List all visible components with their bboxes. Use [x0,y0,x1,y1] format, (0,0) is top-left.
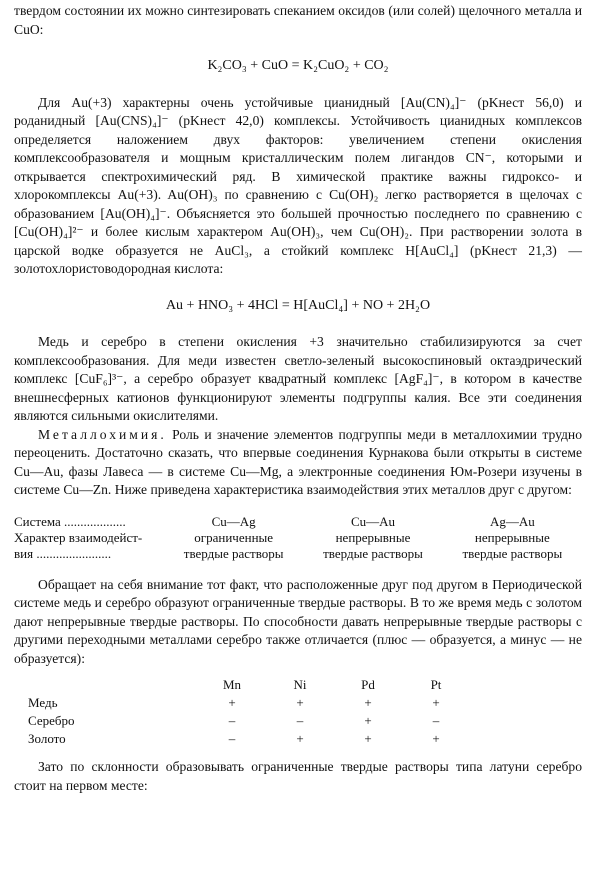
system-ag-au: Ag—Au [489,513,535,529]
cell-value: + [432,731,440,746]
cell-value: + [296,695,304,710]
cell-value: – [228,713,236,728]
header-mn: Mn [222,677,242,692]
character-label: Характер взаимодейст- [14,529,143,545]
systems-row [14,514,582,530]
paragraph-solid-solutions: Обращает на себя внимание тот факт, что расположенные друг под другом в Периодической системе медь и серебро образуют ограниченные твердые растворы. В то же время медь с золотом дают непрерывные твердые растворы. По способности давать непрерывные твердые растворы с другими переходными металлами серебро также отличается (плюс — образуется, а минус — не образуется): [14,576,582,666]
paragraph-gold-complexes: Для Au(+3) характерны очень устойчивые цианидный [Au(CN)₄]⁻ (pKнест 56,0) и роданидный [Au(CNS)₄]⁻ (pKнест 42,0) комплексы. Устойчивость цианидных комплексов определяется наложением двух факторов: увеличением степени окисления комплексообразователя и мощным кристаллическим полем лигандов CN⁻, которыми и открывается спектрохимический ряд. В химической практике важны гидроксо- и хлорокомплексы Au(+3). Au(OH)₃ по сравнению с Cu(OH)₂ легко растворяется в щелочах с образованием [Au(OH)₄]⁻. Объясняется это большей прочностью последнего по сравнению с [Cu(OH)₄]²⁻ и более кислым характером Au(OH)₃, чем Cu(OH)₂. При растворении золота в царской водке образуется не AuCl₃, а стойкий комплекс H[AuCl₄] (pKнест 21,3) — золотохлористоводородная кислота: [14,94,582,276]
cell-value: + [228,695,236,710]
section-heading-metallochemistry: Металлохимия. [38,426,167,442]
solubility-row-gold [28,730,470,748]
paragraph-brass-type: Зато по склонности образовывать ограниченные твердые растворы типа латуни серебро стоит на первом месте: [14,759,582,793]
paragraph-intro: твердом состоянии их можно синтезировать спеканием оксидов (или солей) щелочного металла и CuO: [14,3,582,37]
cell-value: – [228,731,236,746]
cell-value: + [364,695,372,710]
character-cu-ag-2: твердые растворы [183,545,284,561]
character-cu-au-2: твердые растворы [323,545,423,561]
solubility-header-row [28,676,470,694]
character-ag-au: непрерывные [474,529,550,545]
row-label-silver: Серебро [28,713,75,728]
cell-value: + [296,731,304,746]
systems-table [14,514,582,562]
cell-value: + [432,695,440,710]
character-ag-au-2: твердые растворы [462,545,563,561]
cell-value: + [364,731,372,746]
character-row-2 [14,546,582,562]
row-label-copper: Медь [28,695,58,710]
paragraph-metallochemistry [14,426,582,500]
cell-value: + [364,713,372,728]
equation-k2cuo2: K₂CO₃ + CuO = K₂CuO₂ + CO₂ [207,58,389,73]
character-cu-au: непрерывные [335,529,411,545]
system-cu-ag: Cu—Ag [211,513,256,529]
solubility-table [28,676,470,748]
row-label-gold: Золото [28,731,66,746]
character-cu-ag: ограниченные [194,529,274,545]
header-pd: Pd [361,677,375,692]
solubility-row-copper [28,694,470,712]
header-ni: Ni [293,677,307,692]
solubility-row-silver [28,712,470,730]
systems-label: Система ................... [14,513,126,529]
metallochemistry-text: Роль и значение элементов подгруппы меди в металлохимии трудно переоценить. Достаточно сказать, что впервые соединения Курнакова были открыты в системе Cu—Au, фазы Лавеса — в системе Cu—Mg, а электронные соединения Юм-Розери изучены в системе Cu—Zn. Ниже приведена характеристика взаимодействия этих металлов друг с другом: [14,426,582,497]
equation-aqua-regia: Au + HNO₃ + 4HCl = H[AuCl₄] + NO + 2H₂O [165,297,431,313]
character-label-2: вия ....................... [14,545,112,561]
character-row [14,530,582,546]
cell-value: – [432,713,440,728]
paragraph-oxidation-state: Медь и серебро в степени окисления +3 значительно стабилизируются за счет комплексообразования. Для меди известен светло-зеленый высокоспиновый октаэдрический комплекс [CuF₆]³⁻, а серебро образует квадратный комплекс [AgF₄]⁻, в котором в качестве внешнесферных катионов функционируют элементы подгруппы калия. Все эти соединения являются сильными окислителями. [14,334,582,423]
system-cu-au: Cu—Au [350,513,396,529]
header-pt: Pt [430,677,442,692]
cell-value: – [296,713,304,728]
